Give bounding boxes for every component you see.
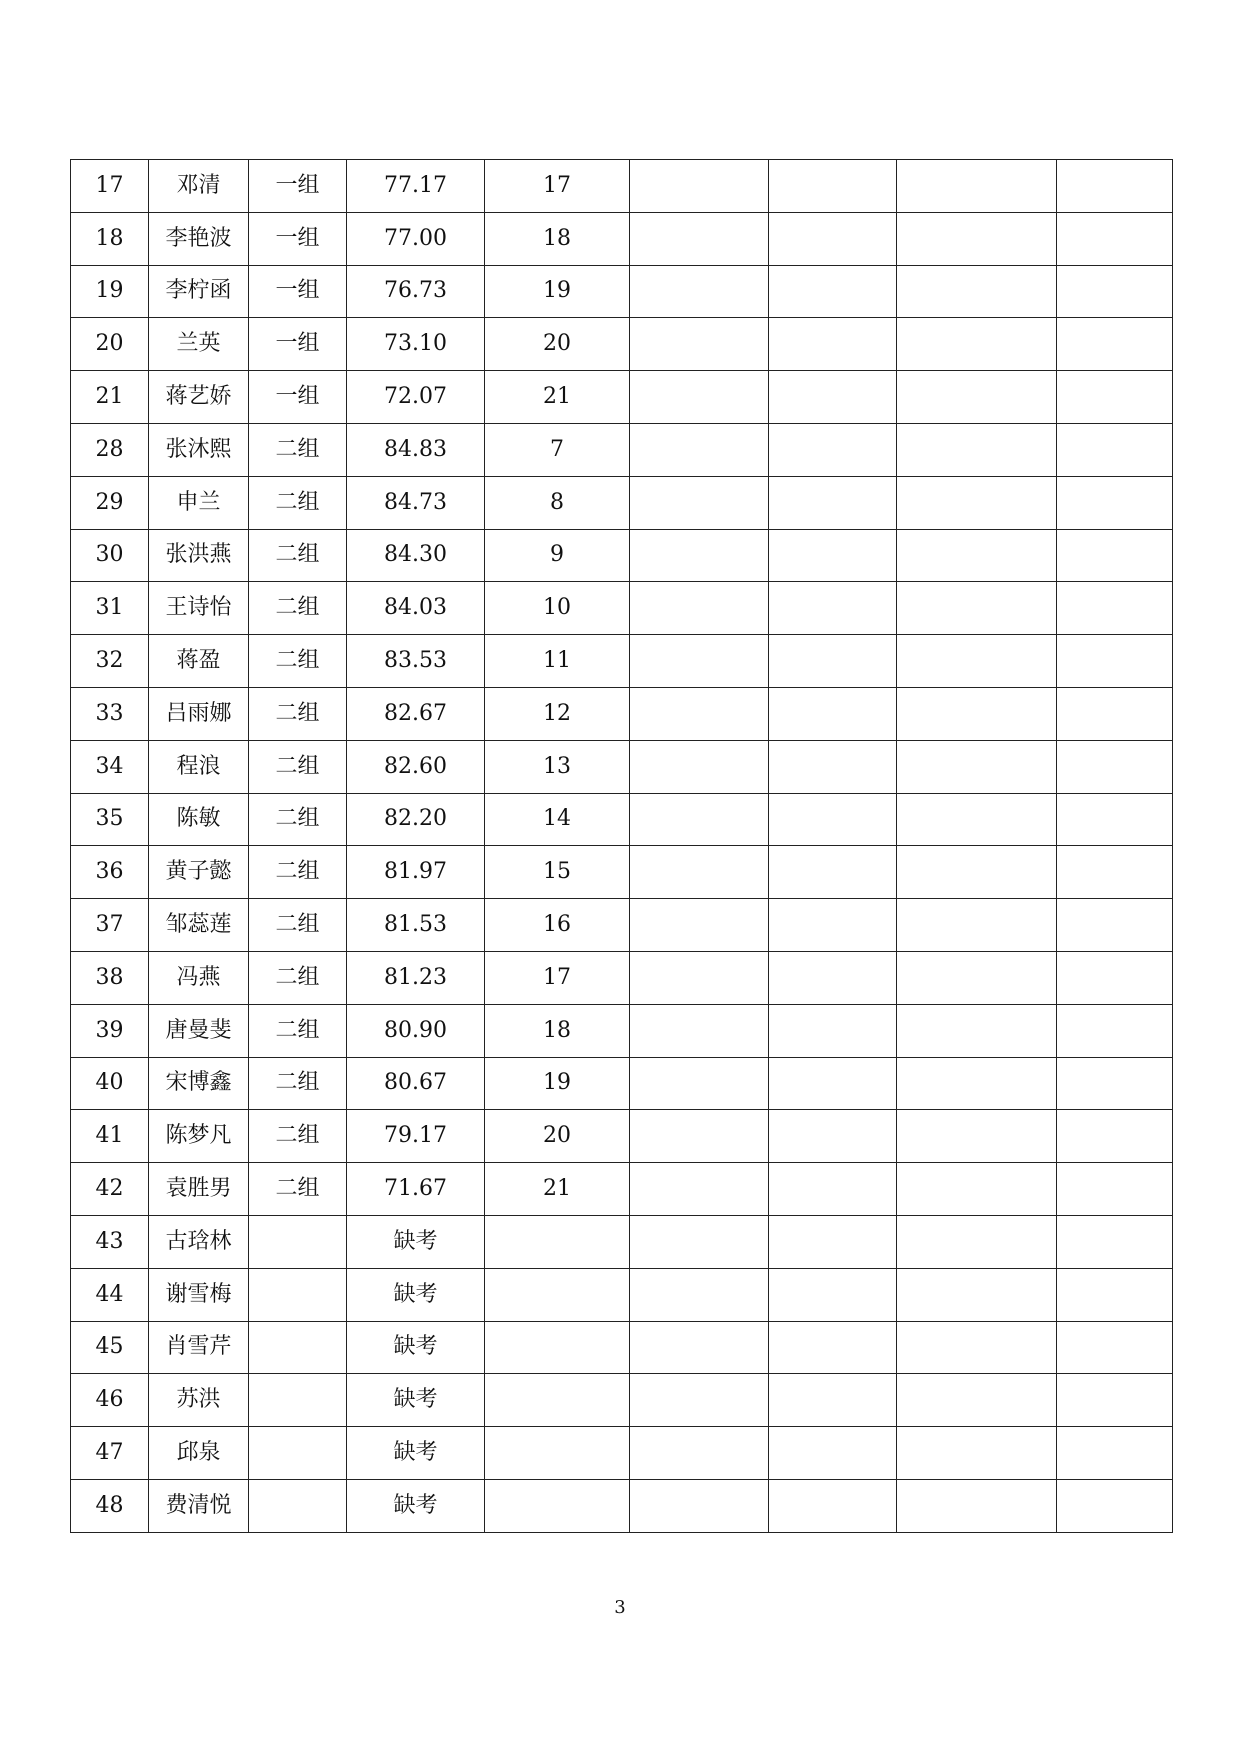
table-row: [71, 1374, 1173, 1427]
cell-score: 79.17: [347, 1110, 485, 1163]
cell-blank-2: [769, 687, 897, 740]
cell-blank-4: [1057, 1004, 1173, 1057]
cell-blank-4: [1057, 160, 1173, 213]
table-row: [71, 318, 1173, 371]
cell-number: 45: [71, 1321, 149, 1374]
table-row: [71, 951, 1173, 1004]
cell-group: [249, 1374, 347, 1427]
cell-name: 宋博鑫: [149, 1057, 249, 1110]
cell-score: 81.97: [347, 846, 485, 899]
cell-blank-3: [897, 951, 1057, 1004]
cell-name: 陈敏: [149, 793, 249, 846]
cell-blank-3: [897, 1374, 1057, 1427]
cell-rank: 17: [485, 160, 630, 213]
cell-name: 冯燕: [149, 951, 249, 1004]
cell-group: 一组: [249, 212, 347, 265]
table-row: [71, 846, 1173, 899]
cell-blank-4: [1057, 1163, 1173, 1216]
cell-group: 一组: [249, 160, 347, 213]
table-row: [71, 1427, 1173, 1480]
cell-blank-2: [769, 1004, 897, 1057]
cell-group: 二组: [249, 1110, 347, 1163]
cell-name: 申兰: [149, 476, 249, 529]
table-row: [71, 635, 1173, 688]
cell-rank: 13: [485, 740, 630, 793]
cell-blank-1: [630, 529, 769, 582]
cell-blank-4: [1057, 793, 1173, 846]
cell-rank: 18: [485, 212, 630, 265]
cell-blank-4: [1057, 846, 1173, 899]
cell-name: 张洪燕: [149, 529, 249, 582]
cell-blank-1: [630, 899, 769, 952]
cell-blank-4: [1057, 740, 1173, 793]
cell-rank: 7: [485, 423, 630, 476]
table-row: [71, 1215, 1173, 1268]
cell-blank-4: [1057, 265, 1173, 318]
cell-blank-2: [769, 1268, 897, 1321]
table-row: [71, 529, 1173, 582]
cell-blank-4: [1057, 1268, 1173, 1321]
cell-score: 82.67: [347, 687, 485, 740]
cell-blank-1: [630, 423, 769, 476]
cell-group: 二组: [249, 846, 347, 899]
cell-name: 邹蕊莲: [149, 899, 249, 952]
cell-rank: [485, 1427, 630, 1480]
cell-name: 费清悦: [149, 1479, 249, 1532]
cell-score: 82.60: [347, 740, 485, 793]
cell-blank-4: [1057, 1479, 1173, 1532]
cell-blank-2: [769, 899, 897, 952]
cell-blank-3: [897, 793, 1057, 846]
cell-score: 84.83: [347, 423, 485, 476]
cell-rank: 17: [485, 951, 630, 1004]
cell-blank-1: [630, 1268, 769, 1321]
cell-blank-2: [769, 1110, 897, 1163]
cell-name: 袁胜男: [149, 1163, 249, 1216]
cell-rank: 15: [485, 846, 630, 899]
cell-blank-1: [630, 1215, 769, 1268]
cell-name: 邓清: [149, 160, 249, 213]
cell-blank-4: [1057, 1427, 1173, 1480]
cell-name: 王诗怡: [149, 582, 249, 635]
table-row: [71, 476, 1173, 529]
cell-blank-3: [897, 1057, 1057, 1110]
cell-blank-3: [897, 635, 1057, 688]
cell-group: [249, 1321, 347, 1374]
cell-blank-3: [897, 423, 1057, 476]
cell-rank: [485, 1374, 630, 1427]
table-row: [71, 1163, 1173, 1216]
cell-blank-1: [630, 265, 769, 318]
cell-blank-4: [1057, 1321, 1173, 1374]
cell-number: 29: [71, 476, 149, 529]
cell-score: 76.73: [347, 265, 485, 318]
cell-rank: 10: [485, 582, 630, 635]
cell-blank-3: [897, 846, 1057, 899]
cell-rank: 8: [485, 476, 630, 529]
table-row: [71, 899, 1173, 952]
table-row: [71, 423, 1173, 476]
page-number: 3: [614, 1597, 626, 1618]
cell-number: 40: [71, 1057, 149, 1110]
cell-blank-2: [769, 1374, 897, 1427]
cell-score: 84.73: [347, 476, 485, 529]
cell-rank: [485, 1215, 630, 1268]
cell-blank-4: [1057, 1110, 1173, 1163]
cell-blank-4: [1057, 423, 1173, 476]
cell-number: 31: [71, 582, 149, 635]
cell-blank-3: [897, 687, 1057, 740]
cell-blank-3: [897, 1163, 1057, 1216]
cell-number: 18: [71, 212, 149, 265]
cell-score: 缺考: [347, 1374, 485, 1427]
cell-number: 32: [71, 635, 149, 688]
cell-blank-4: [1057, 951, 1173, 1004]
table-row: [71, 160, 1173, 213]
cell-blank-3: [897, 1321, 1057, 1374]
cell-blank-1: [630, 160, 769, 213]
cell-group: 二组: [249, 951, 347, 1004]
cell-score: 缺考: [347, 1427, 485, 1480]
cell-group: 一组: [249, 318, 347, 371]
cell-blank-3: [897, 582, 1057, 635]
cell-score: 84.30: [347, 529, 485, 582]
table-row: [71, 1321, 1173, 1374]
cell-blank-2: [769, 265, 897, 318]
cell-blank-1: [630, 687, 769, 740]
cell-number: 47: [71, 1427, 149, 1480]
cell-number: 17: [71, 160, 149, 213]
cell-blank-3: [897, 1268, 1057, 1321]
cell-number: 35: [71, 793, 149, 846]
cell-rank: 20: [485, 1110, 630, 1163]
table-row: [71, 1004, 1173, 1057]
cell-group: [249, 1215, 347, 1268]
cell-blank-2: [769, 635, 897, 688]
cell-blank-3: [897, 1215, 1057, 1268]
cell-blank-4: [1057, 371, 1173, 424]
table-row: [71, 740, 1173, 793]
table-row: [71, 371, 1173, 424]
cell-number: 46: [71, 1374, 149, 1427]
cell-group: 二组: [249, 1163, 347, 1216]
cell-rank: 19: [485, 265, 630, 318]
cell-group: 一组: [249, 371, 347, 424]
cell-blank-3: [897, 899, 1057, 952]
cell-blank-1: [630, 1163, 769, 1216]
cell-number: 42: [71, 1163, 149, 1216]
cell-name: 古琀林: [149, 1215, 249, 1268]
table-row: [71, 582, 1173, 635]
cell-blank-4: [1057, 212, 1173, 265]
cell-score: 77.17: [347, 160, 485, 213]
cell-rank: 9: [485, 529, 630, 582]
cell-number: 43: [71, 1215, 149, 1268]
cell-number: 28: [71, 423, 149, 476]
cell-blank-4: [1057, 1215, 1173, 1268]
cell-number: 39: [71, 1004, 149, 1057]
cell-rank: [485, 1479, 630, 1532]
cell-score: 84.03: [347, 582, 485, 635]
cell-score: 缺考: [347, 1215, 485, 1268]
cell-rank: 21: [485, 371, 630, 424]
cell-score: 80.67: [347, 1057, 485, 1110]
cell-blank-2: [769, 1057, 897, 1110]
cell-number: 21: [71, 371, 149, 424]
cell-blank-2: [769, 1427, 897, 1480]
cell-rank: [485, 1321, 630, 1374]
cell-rank: 18: [485, 1004, 630, 1057]
cell-blank-1: [630, 1057, 769, 1110]
cell-name: 张沐熙: [149, 423, 249, 476]
cell-rank: 12: [485, 687, 630, 740]
table-row: [71, 1479, 1173, 1532]
cell-blank-3: [897, 1004, 1057, 1057]
cell-group: 二组: [249, 1004, 347, 1057]
cell-blank-1: [630, 371, 769, 424]
cell-blank-2: [769, 160, 897, 213]
cell-blank-2: [769, 740, 897, 793]
cell-blank-2: [769, 529, 897, 582]
cell-rank: 20: [485, 318, 630, 371]
cell-blank-1: [630, 635, 769, 688]
cell-blank-4: [1057, 1057, 1173, 1110]
cell-blank-2: [769, 1163, 897, 1216]
cell-blank-4: [1057, 476, 1173, 529]
cell-name: 兰英: [149, 318, 249, 371]
cell-group: 二组: [249, 899, 347, 952]
cell-blank-2: [769, 793, 897, 846]
cell-blank-3: [897, 318, 1057, 371]
cell-rank: 19: [485, 1057, 630, 1110]
cell-blank-2: [769, 1321, 897, 1374]
score-table-body: [71, 160, 1173, 1533]
cell-blank-1: [630, 1321, 769, 1374]
cell-rank: 16: [485, 899, 630, 952]
cell-name: 陈梦凡: [149, 1110, 249, 1163]
cell-blank-2: [769, 582, 897, 635]
cell-blank-3: [897, 371, 1057, 424]
cell-score: 81.23: [347, 951, 485, 1004]
cell-blank-2: [769, 371, 897, 424]
cell-blank-1: [630, 951, 769, 1004]
cell-blank-3: [897, 160, 1057, 213]
cell-blank-4: [1057, 899, 1173, 952]
cell-rank: 11: [485, 635, 630, 688]
cell-blank-3: [897, 1479, 1057, 1532]
cell-blank-3: [897, 476, 1057, 529]
cell-blank-2: [769, 951, 897, 1004]
cell-blank-3: [897, 1427, 1057, 1480]
cell-group: 二组: [249, 423, 347, 476]
cell-group: 二组: [249, 635, 347, 688]
cell-blank-4: [1057, 318, 1173, 371]
cell-blank-1: [630, 582, 769, 635]
cell-number: 36: [71, 846, 149, 899]
cell-group: 二组: [249, 529, 347, 582]
cell-blank-1: [630, 1110, 769, 1163]
cell-blank-3: [897, 529, 1057, 582]
cell-name: 李艳波: [149, 212, 249, 265]
cell-score: 缺考: [347, 1321, 485, 1374]
cell-score: 73.10: [347, 318, 485, 371]
cell-score: 72.07: [347, 371, 485, 424]
cell-name: 吕雨娜: [149, 687, 249, 740]
cell-blank-1: [630, 793, 769, 846]
cell-number: 30: [71, 529, 149, 582]
cell-group: 二组: [249, 476, 347, 529]
cell-name: 苏洪: [149, 1374, 249, 1427]
cell-name: 蒋艺娇: [149, 371, 249, 424]
cell-blank-2: [769, 423, 897, 476]
cell-blank-2: [769, 1479, 897, 1532]
cell-number: 41: [71, 1110, 149, 1163]
cell-blank-3: [897, 1110, 1057, 1163]
cell-blank-1: [630, 318, 769, 371]
cell-blank-3: [897, 740, 1057, 793]
cell-number: 20: [71, 318, 149, 371]
cell-name: 谢雪梅: [149, 1268, 249, 1321]
cell-number: 38: [71, 951, 149, 1004]
cell-name: 肖雪芹: [149, 1321, 249, 1374]
cell-name: 唐曼斐: [149, 1004, 249, 1057]
cell-name: 邱泉: [149, 1427, 249, 1480]
cell-name: 李柠函: [149, 265, 249, 318]
cell-blank-2: [769, 318, 897, 371]
cell-group: 二组: [249, 687, 347, 740]
cell-blank-1: [630, 1427, 769, 1480]
cell-group: [249, 1427, 347, 1480]
cell-blank-1: [630, 1004, 769, 1057]
table-row: [71, 1268, 1173, 1321]
cell-blank-1: [630, 1479, 769, 1532]
cell-group: 二组: [249, 793, 347, 846]
cell-score: 83.53: [347, 635, 485, 688]
cell-blank-1: [630, 846, 769, 899]
cell-blank-3: [897, 212, 1057, 265]
cell-blank-2: [769, 846, 897, 899]
cell-blank-1: [630, 740, 769, 793]
cell-score: 77.00: [347, 212, 485, 265]
cell-number: 33: [71, 687, 149, 740]
table-row: [71, 793, 1173, 846]
cell-group: 一组: [249, 265, 347, 318]
table-row: [71, 687, 1173, 740]
cell-group: [249, 1479, 347, 1532]
cell-number: 19: [71, 265, 149, 318]
cell-group: 二组: [249, 740, 347, 793]
cell-name: 蒋盈: [149, 635, 249, 688]
table-row: [71, 1057, 1173, 1110]
cell-group: 二组: [249, 582, 347, 635]
cell-blank-4: [1057, 582, 1173, 635]
cell-number: 34: [71, 740, 149, 793]
score-table: [70, 159, 1173, 1533]
cell-score: 81.53: [347, 899, 485, 952]
cell-rank: [485, 1268, 630, 1321]
table-row: [71, 265, 1173, 318]
cell-name: 程浪: [149, 740, 249, 793]
cell-blank-4: [1057, 1374, 1173, 1427]
cell-number: 48: [71, 1479, 149, 1532]
cell-score: 71.67: [347, 1163, 485, 1216]
cell-blank-2: [769, 1215, 897, 1268]
table-row: [71, 1110, 1173, 1163]
cell-blank-4: [1057, 529, 1173, 582]
cell-blank-2: [769, 212, 897, 265]
cell-group: 二组: [249, 1057, 347, 1110]
cell-blank-3: [897, 265, 1057, 318]
cell-blank-1: [630, 1374, 769, 1427]
cell-blank-1: [630, 476, 769, 529]
cell-blank-1: [630, 212, 769, 265]
cell-rank: 21: [485, 1163, 630, 1216]
cell-score: 缺考: [347, 1268, 485, 1321]
cell-score: 80.90: [347, 1004, 485, 1057]
cell-score: 82.20: [347, 793, 485, 846]
cell-name: 黄子懿: [149, 846, 249, 899]
cell-blank-2: [769, 476, 897, 529]
cell-score: 缺考: [347, 1479, 485, 1532]
cell-number: 44: [71, 1268, 149, 1321]
table-row: [71, 212, 1173, 265]
cell-blank-4: [1057, 687, 1173, 740]
cell-number: 37: [71, 899, 149, 952]
cell-blank-4: [1057, 635, 1173, 688]
cell-group: [249, 1268, 347, 1321]
cell-rank: 14: [485, 793, 630, 846]
